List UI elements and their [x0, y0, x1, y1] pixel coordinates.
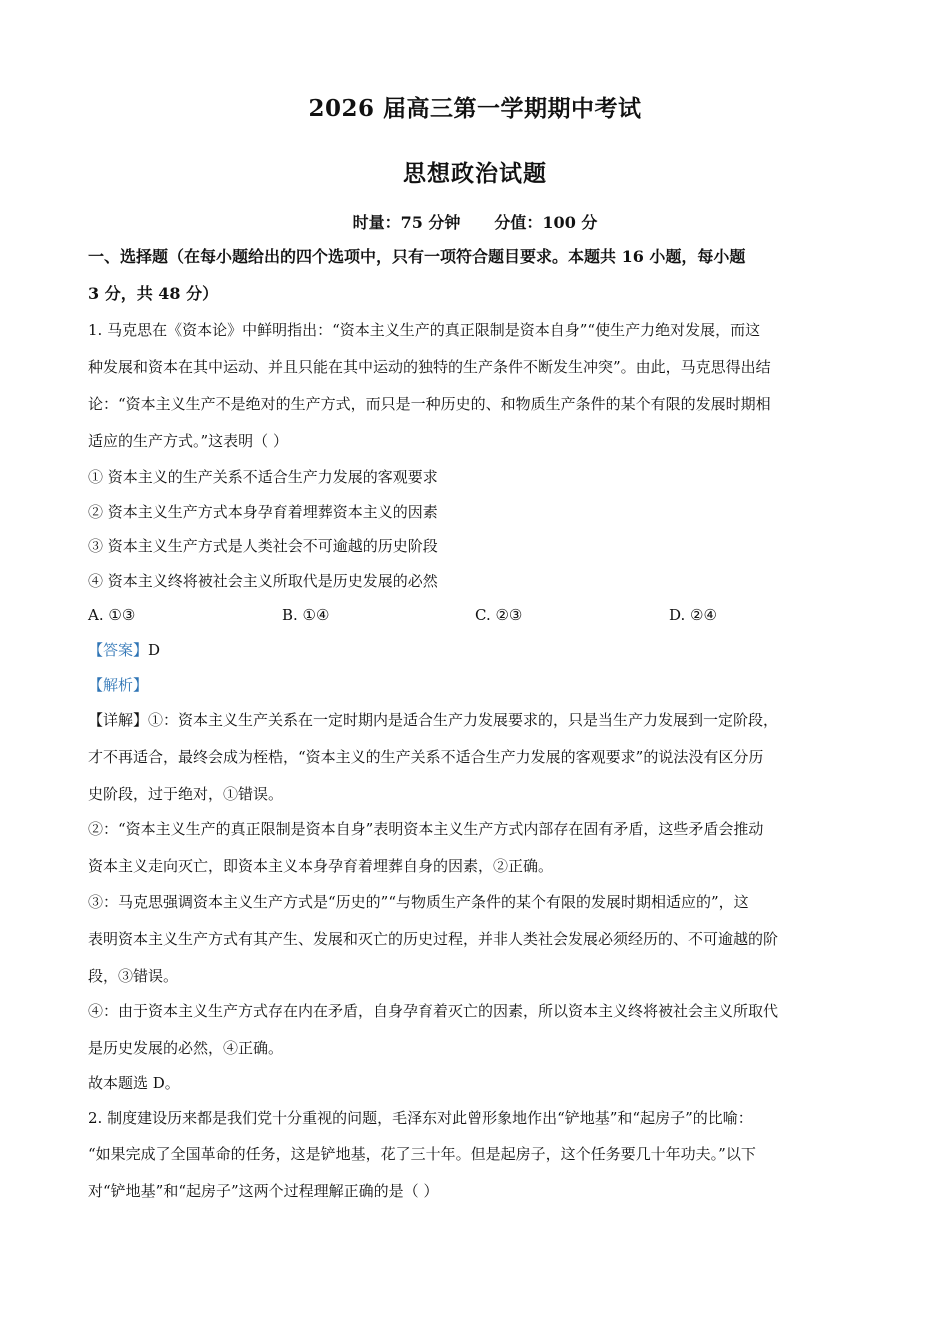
- q1-explanation-line: 资本主义走向灭亡，即资本主义本身孕育着埋葬自身的因素，②正确。: [88, 857, 554, 875]
- q1-option-a: A. ①③: [88, 606, 136, 624]
- q1-explanation-line: 才不再适合，最终会成为桎梏，“资本主义的生产关系不适合生产力发展的客观要求”的说法没有区分历: [88, 748, 764, 766]
- q2-stem-line: “如果完成了全国革命的任务，这是铲地基，花了三十年。但是起房子，这个任务要几十年功夫。”以下: [88, 1145, 756, 1163]
- analysis-label: 【解析】: [88, 676, 149, 694]
- q1-stem-line: 适应的生产方式。”这表明（ ）: [88, 432, 288, 450]
- detail-label: 【详解】: [88, 711, 149, 729]
- answer-value: D: [148, 641, 161, 659]
- q1-explanation-line: ②：“资本主义生产的真正限制是资本自身”表明资本主义生产方式内部存在固有矛盾，这些矛盾会推动: [88, 820, 764, 838]
- q1-option-c: C. ②③: [475, 606, 523, 624]
- q1-option-b: B. ①④: [282, 606, 330, 624]
- q1-option-d: D. ②④: [669, 606, 717, 624]
- exam-meta: [0, 210, 950, 233]
- q1-explanation-line: ③：马克思强调资本主义生产方式是“历史的”“与物质生产条件的某个有限的发展时期相适应的”，这: [88, 893, 749, 911]
- q1-explanation-line: 是历史发展的必然，④正确。: [88, 1039, 284, 1057]
- q1-statement-2: ② 资本主义生产方式本身孕育着埋葬资本主义的因素: [88, 503, 438, 521]
- q1-conclusion: 故本题选 D。: [88, 1074, 180, 1092]
- q1-explanation-line: 段，③错误。: [88, 967, 179, 985]
- section-heading-cont: 3 分，共 48 分）: [88, 284, 219, 303]
- q1-explanation-line: 史阶段，过于绝对，①错误。: [88, 785, 284, 803]
- q1-statement-1: ① 资本主义的生产关系不适合生产力发展的客观要求: [88, 468, 438, 486]
- q1-explanation-line: [88, 710, 868, 730]
- q2-stem-line: 2. 制度建设历来都是我们党十分重视的问题，毛泽东对此曾形象地作出“铲地基”和“起房子”的比喻：: [88, 1109, 753, 1127]
- exam-subject: 思想政治试题: [403, 160, 547, 187]
- exam-title: 2026 届高三第一学期期中考试: [308, 95, 642, 122]
- q1-stem-line: 种发展和资本在其中运动、并且只能在其中运动的独特的生产条件不断发生冲突”。由此，马克思得出结: [88, 358, 771, 376]
- q1-explanation-line: ④：由于资本主义生产方式存在内在矛盾，自身孕育着灭亡的因素，所以资本主义终将被社会主义所取代: [88, 1002, 779, 1020]
- exam-score: 分值：100 分: [494, 213, 598, 232]
- q1-answer: [88, 640, 868, 660]
- answer-label: 【答案】: [88, 641, 149, 659]
- q1-explanation-line: 表明资本主义生产方式有其产生、发展和灭亡的历史过程，并非人类社会发展必须经历的、不可逾越的阶: [88, 930, 779, 948]
- q2-stem-line: 对“铲地基”和“起房子”这两个过程理解正确的是（ ）: [88, 1182, 439, 1200]
- section-heading: 一、选择题（在每小题给出的四个选项中，只有一项符合题目要求。本题共 16 小题，每小题: [88, 247, 746, 266]
- exam-duration: 时量：75 分钟: [352, 213, 461, 232]
- q1-stem-line: 1. 马克思在《资本论》中鲜明指出：“资本主义生产的真正限制是资本自身”“使生产力绝对发展，而这: [88, 321, 761, 339]
- q1-statement-4: ④ 资本主义终将被社会主义所取代是历史发展的必然: [88, 572, 438, 590]
- explanation-text: ①：资本主义生产关系在一定时期内是适合生产力发展要求的，只是当生产力发展到一定阶段，: [148, 711, 779, 729]
- q1-statement-3: ③ 资本主义生产方式是人类社会不可逾越的历史阶段: [88, 537, 438, 555]
- q1-stem-line: 论：“资本主义生产不是绝对的生产方式，而只是一种历史的、和物质生产条件的某个有限的发展时期相: [88, 395, 771, 413]
